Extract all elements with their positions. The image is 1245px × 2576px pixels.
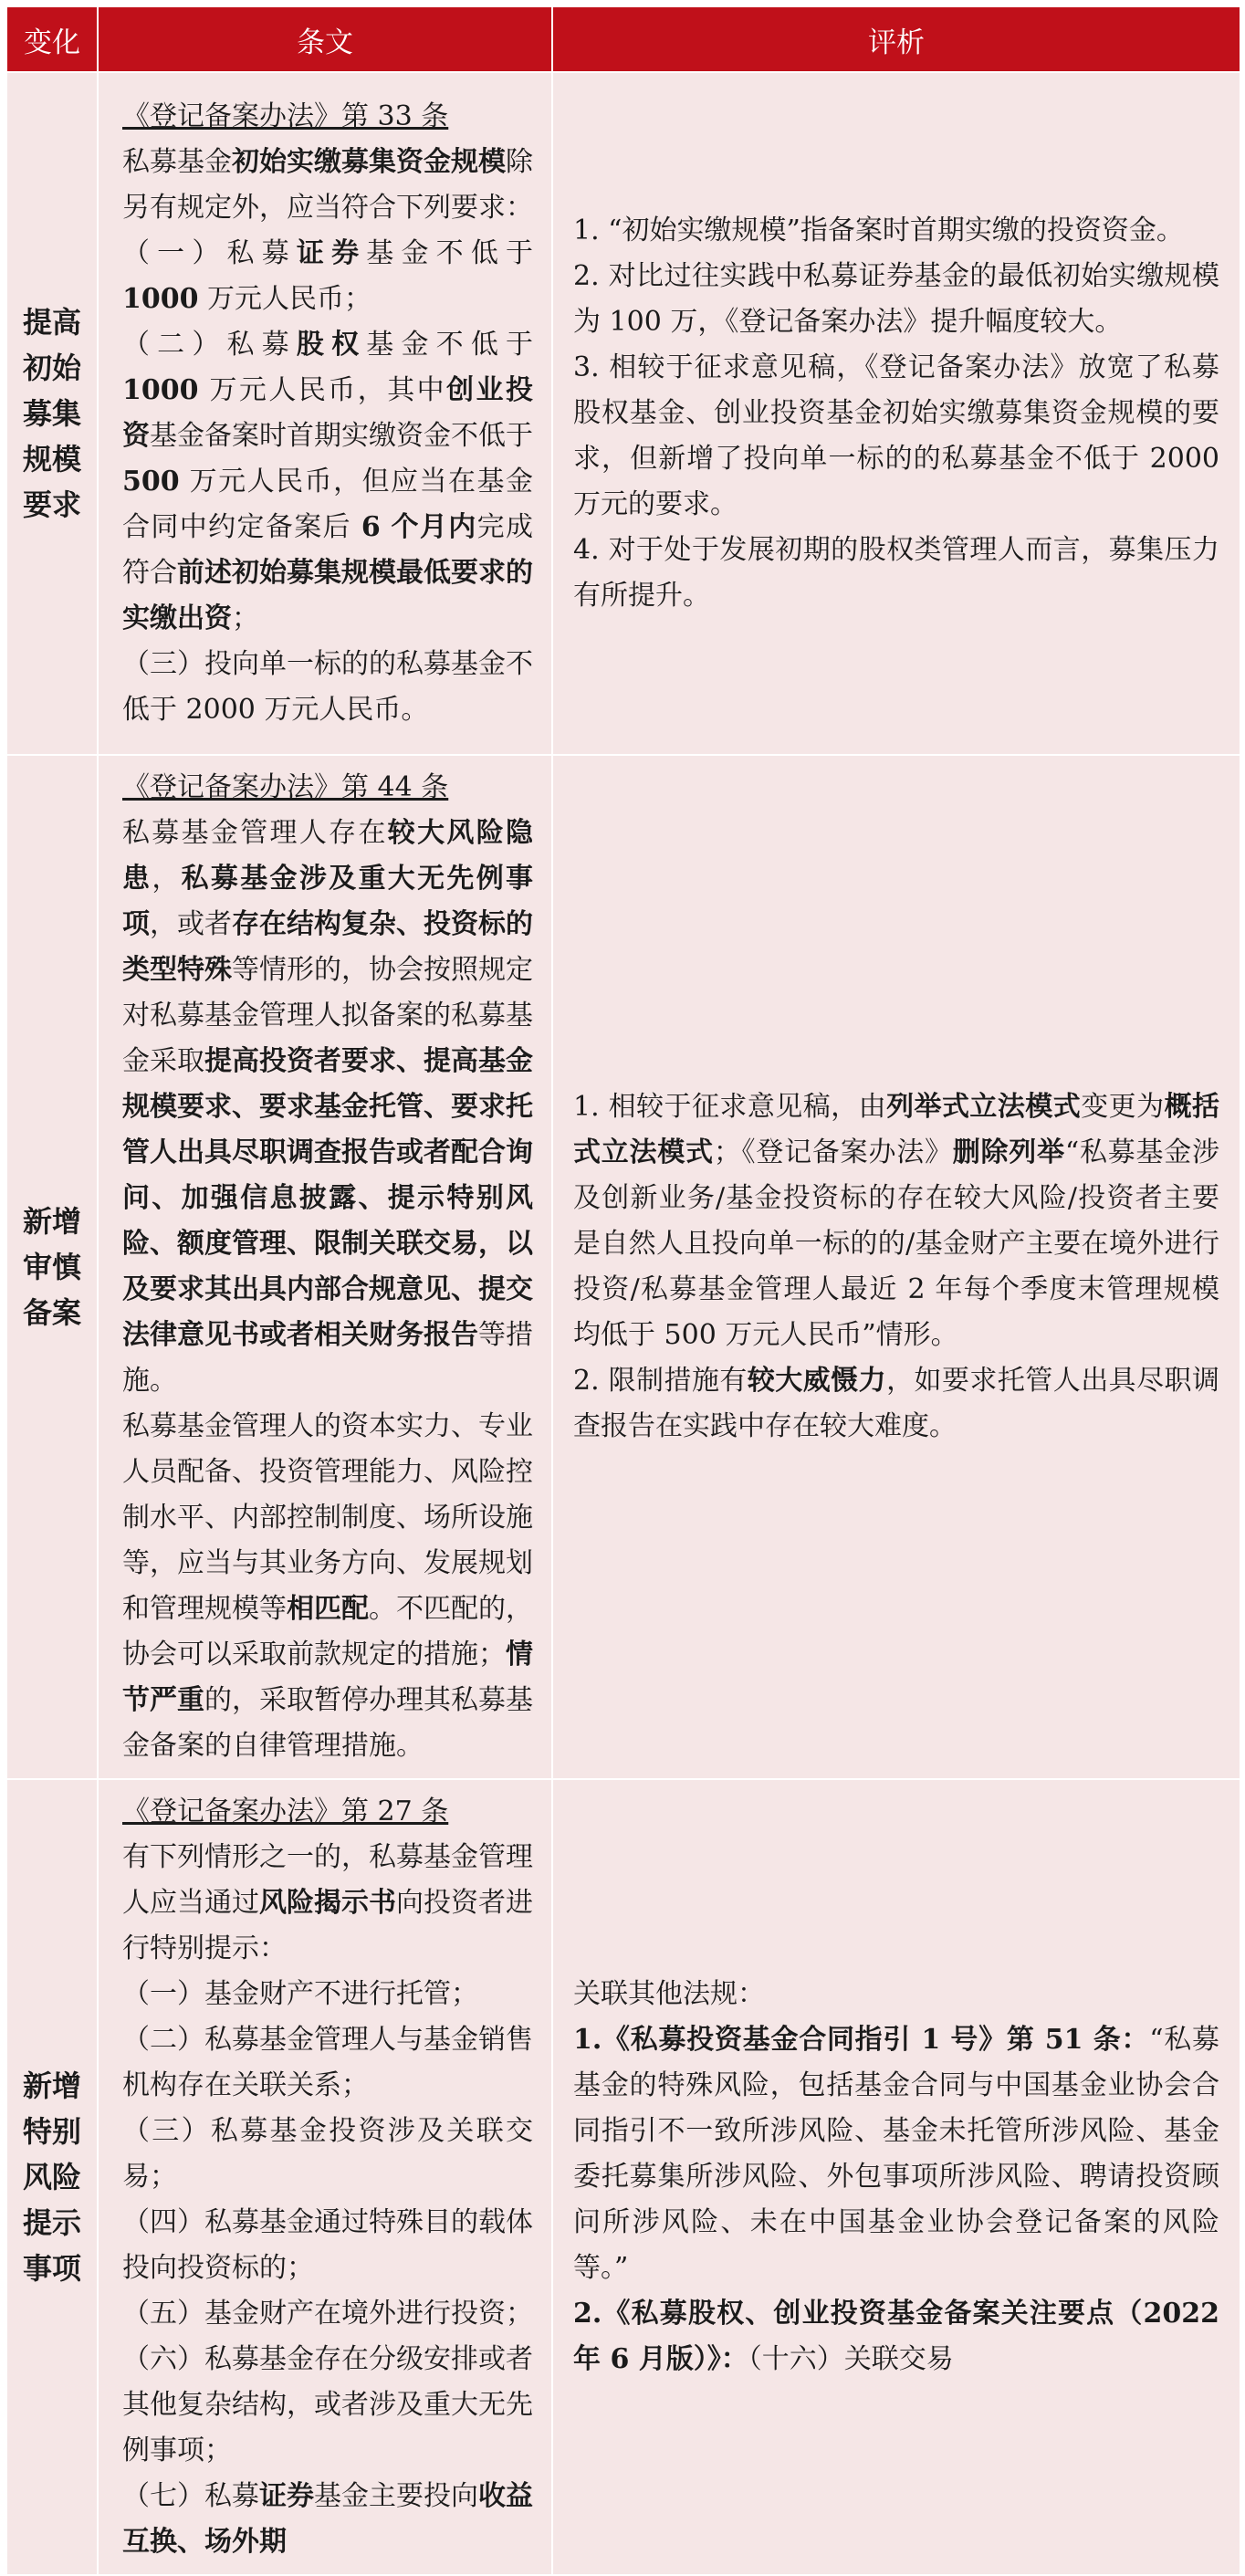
text-run: 基金不低于 <box>366 329 534 361</box>
bold-text: 股权 <box>296 329 367 361</box>
analysis-cell <box>552 1779 1240 2575</box>
bold-text: 创业投资 <box>122 374 533 452</box>
analysis-paragraph <box>573 254 1219 345</box>
article-cell <box>98 1779 552 2575</box>
change-cell: 新增特别风险提示事项 <box>6 1779 98 2575</box>
text-run: 私募基金 <box>122 146 232 178</box>
bold-text: 概括式立法模式 <box>573 1091 1220 1168</box>
bold-text: 私募基金涉及重大无先例事项 <box>122 863 534 940</box>
article-paragraph <box>122 1404 533 1769</box>
text-run: 2. 对比过往实践中私募证券基金的最低初始实缴规模为 100 万，《登记备案办法》提升幅度较大。 <box>573 260 1219 338</box>
text-run: 等情形的，协会按照规定对私募基金管理人拟备案的私募基金采取 <box>122 954 533 1077</box>
article-paragraph <box>122 140 533 231</box>
article-paragraph <box>122 322 533 642</box>
article-source: 《登记备案办法》第 33 条 <box>122 100 449 132</box>
text-run: 4. 对于处于发展初期的股权类管理人而言，募集压力有所提升。 <box>573 534 1219 612</box>
article-cell <box>98 755 552 1779</box>
text-run: 等措施。 <box>122 1319 533 1397</box>
text-run: 万元人民币； <box>198 283 372 315</box>
bold-text: 提高投资者要求、提高基金规模要求、要求基金托管、要求托管人出具尽职调查报告或者配合询问、加强信息披露、提示特别风险、额度管理、限制关联交易，以及要求其出具内部合规意见、提交法律意见书或者相关财务报告 <box>122 1045 533 1351</box>
analysis-cell <box>552 72 1240 755</box>
analysis-paragraph <box>573 1358 1219 1450</box>
change-cell: 提高初始募集规模要求 <box>6 72 98 755</box>
bold-text: 列举式立法模式 <box>886 1091 1082 1123</box>
article-source: 《登记备案办法》第 27 条 <box>122 1796 449 1827</box>
bold-text: 情节严重 <box>122 1639 533 1716</box>
analysis-cell <box>552 755 1240 1779</box>
text-run: 关联其他法规： <box>573 1978 765 2010</box>
text-run: 私募基金管理人的资本实力、专业人员配备、投资管理能力、风险控制水平、内部控制制度、场所设施等，应当与其业务方向、发展规划和管理规模等 <box>122 1410 533 1625</box>
text-run: （三）私募基金投资涉及关联交易； <box>122 2115 533 2193</box>
bold-text: 相匹配 <box>287 1593 369 1625</box>
text-run: 万元人民币，但应当在基金合同中约定备案后 <box>122 466 533 543</box>
bold-text: 初始实缴募集资金规模 <box>232 146 506 178</box>
text-run: （五）基金财产在境外进行投资； <box>122 2298 533 2330</box>
article-paragraph <box>122 2337 533 2474</box>
text-run: 有下列情形之一的，私募基金管理人应当通过 <box>122 1841 533 1919</box>
bold-text: 较大风险隐患 <box>122 817 534 895</box>
change-cell: 新增审慎备案 <box>6 755 98 1779</box>
text-run: 2. 限制措施有 <box>573 1365 748 1397</box>
text-run: 向投资者进行特别提示： <box>122 1887 533 1964</box>
text-run: 除另有规定外，应当符合下列要求： <box>122 146 533 224</box>
table-row <box>6 72 1240 755</box>
article-paragraph <box>122 2109 533 2200</box>
text-run: （十六）关联交易 <box>748 2343 954 2375</box>
bold-text: 1000 <box>122 283 199 315</box>
bold-text: 存在结构复杂、投资标的类型特殊 <box>122 908 533 986</box>
article-paragraph <box>122 811 533 1404</box>
text-run: （七）私募 <box>122 2480 259 2512</box>
bold-text: 1000 <box>122 374 199 406</box>
header-change: 变化 <box>6 6 98 72</box>
text-run: ，或者 <box>150 908 232 940</box>
regulation-comparison-table <box>5 5 1241 2576</box>
bold-text: 2.《私募股权、创业投资基金备案关注要点（2022 年 6 月版）》： <box>573 2298 1219 2375</box>
text-run: “私募基金的特殊风险，包括基金合同与中国基金业协会合同指引不一致所涉风险、基金未托管所涉风险、基金委托募集所涉风险、外包事项所涉风险、聘请投资顾问所涉风险、未在中国基金业协会登记备案的风险等。” <box>573 2024 1219 2284</box>
bold-text: 证券 <box>259 2480 314 2512</box>
article-source: 《登记备案办法》第 44 条 <box>122 771 449 803</box>
text-run: 基金主要投向 <box>314 2480 478 2512</box>
analysis-paragraph <box>573 528 1219 619</box>
header-analysis: 评析 <box>552 6 1240 72</box>
bold-text: 删除列举 <box>952 1136 1065 1168</box>
text-run: 变更为 <box>1081 1091 1165 1123</box>
text-run: ，如要求托管人出具尽职调查报告在实践中存在较大难度。 <box>573 1365 1219 1442</box>
text-run: 万元人民币，其中 <box>198 374 447 406</box>
article-paragraph <box>122 642 533 733</box>
article-paragraph <box>122 1835 533 1972</box>
bold-text: 较大威慑力 <box>747 1365 887 1397</box>
bold-text: 前述初始募集规模最低要求的实缴出资 <box>122 557 533 634</box>
analysis-paragraph <box>573 1972 1219 2017</box>
table-row <box>6 755 1240 1779</box>
text-run: （一）私募 <box>122 237 297 269</box>
text-run: ； <box>232 602 259 634</box>
text-run: 3. 相较于征求意见稿，《登记备案办法》放宽了私募股权基金、创业投资基金初始实缴募集资金规模的要求，但新增了投向单一标的的私募基金不低于 2000 万元的要求。 <box>573 351 1219 520</box>
analysis-paragraph <box>573 345 1219 528</box>
article-paragraph <box>122 2017 533 2109</box>
text-run: 基金不低于 <box>366 237 534 269</box>
text-run: （二）私募基金管理人与基金销售机构存在关联关系； <box>122 2024 533 2101</box>
text-run: 。不匹配的，协会可以采取前款规定的措施； <box>122 1593 533 1670</box>
header-text: 条文 <box>98 6 552 72</box>
text-run: 基金备案时首期实缴资金不低于 <box>150 420 533 452</box>
bold-text: 1.《私募投资基金合同指引 1 号》第 51 条： <box>573 2024 1150 2056</box>
table-header-row <box>6 6 1240 72</box>
article-paragraph <box>122 1972 533 2017</box>
text-run: 的，采取暂停办理其私募基金备案的自律管理措施。 <box>122 1684 533 1762</box>
bold-text: 风险揭示书 <box>259 1887 396 1919</box>
text-run: 1. 相较于征求意见稿，由 <box>573 1091 887 1123</box>
article-cell <box>98 72 552 755</box>
article-paragraph <box>122 2291 533 2337</box>
analysis-paragraph <box>573 1084 1219 1358</box>
text-run: （六）私募基金存在分级安排或者其他复杂结构，或者涉及重大无先例事项； <box>122 2343 533 2466</box>
text-run: （四）私募基金通过特殊目的载体投向投资标的； <box>122 2206 533 2284</box>
bold-text: 6 个月内 <box>361 511 477 543</box>
text-run: 完成符合 <box>122 511 534 589</box>
text-run: ；《登记备案办法》 <box>713 1136 953 1168</box>
text-run: 私募基金管理人存在 <box>122 817 388 849</box>
table-row <box>6 1779 1240 2575</box>
analysis-paragraph <box>573 2017 1219 2291</box>
article-paragraph <box>122 231 533 322</box>
bold-text: 收益互换、场外期 <box>122 2480 533 2558</box>
text-run: ， <box>152 863 182 895</box>
article-paragraph <box>122 2200 533 2291</box>
text-run: （三）投向单一标的的私募基金不低于 2000 万元人民币。 <box>122 648 533 726</box>
text-run: 1. “初始实缴规模”指备案时首期实缴的投资资金。 <box>573 215 1184 246</box>
text-run: （一）基金财产不进行托管； <box>122 1978 478 2010</box>
analysis-paragraph <box>573 208 1219 254</box>
bold-text: 500 <box>122 466 180 497</box>
text-run: （二）私募 <box>122 329 297 361</box>
analysis-paragraph <box>573 2291 1219 2382</box>
text-run: “私募基金涉及创新业务/基金投资标的存在较大风险/投资者主要是自然人且投向单一标的的/基金财产主要在境外进行投资/私募基金管理人最近 2 年每个季度末管理规模均低于 500 万元人民币”情形。 <box>573 1136 1220 1351</box>
article-paragraph <box>122 2474 533 2565</box>
bold-text: 证券 <box>296 237 367 269</box>
